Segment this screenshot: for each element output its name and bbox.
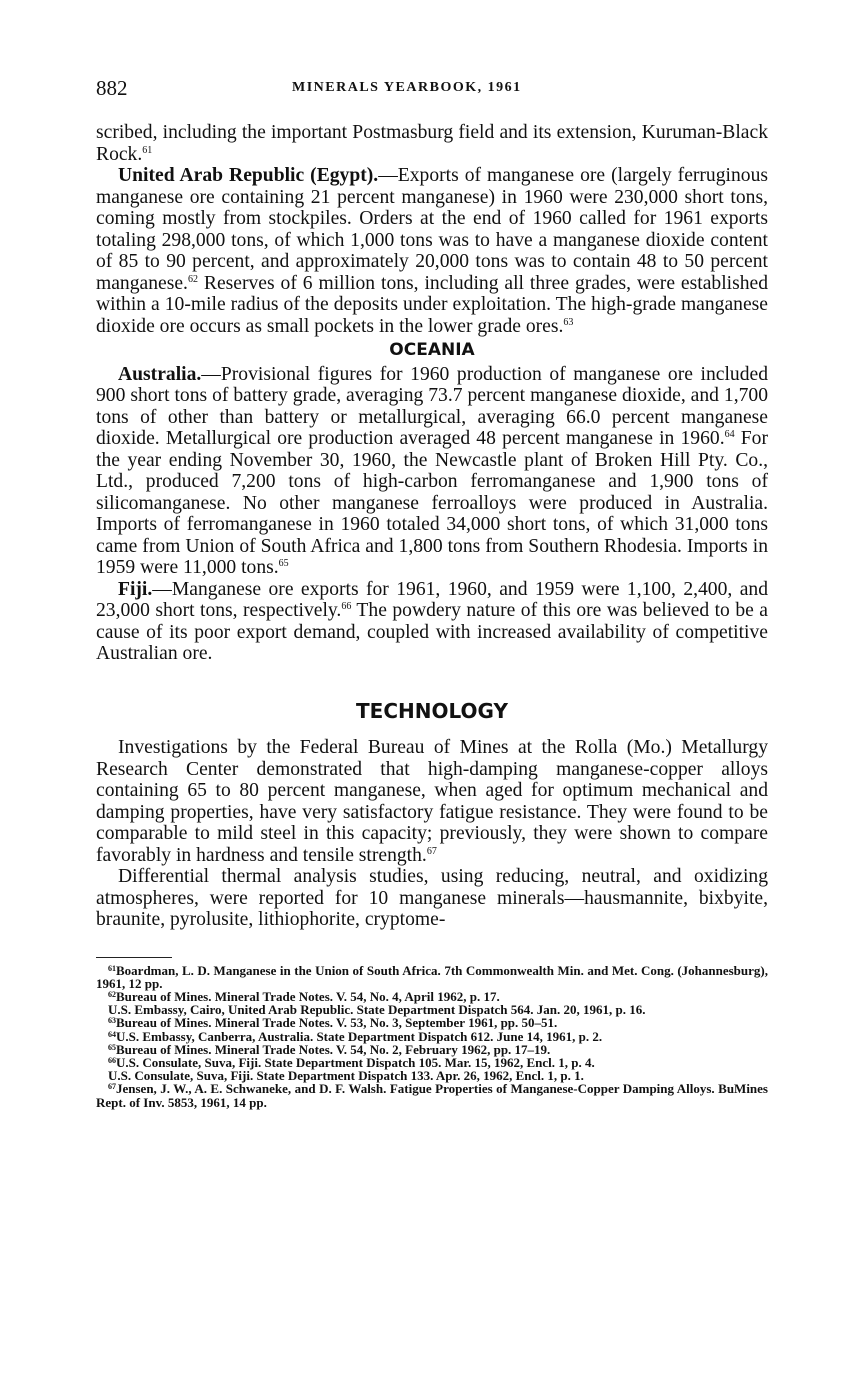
footnote-mark: 67 [108, 1082, 116, 1092]
footnote-text: Boardman, L. D. Manganese in the Union of South Africa. 7th Commonwealth Min. and Met. Cong. (Johannesburg), 1961, 12 pp. [96, 962, 768, 991]
footnote-mark: 63 [108, 1016, 116, 1026]
footnote-mark: 61 [108, 963, 116, 973]
paragraph-text: For the year ending November 30, 1960, the Newcastle plant of Broken Hill Pty. Co., Ltd., produced 7,200 tons of high-carbon ferromanganese and 1,900 tons of silicomanganese. No other manganese ferroalloys were produced in Australia. Imports of ferromanganese in 1960 totaled 34,000 short tons, of which 31,000 tons came from Union of South Africa and 1,800 tons from Southern Rhodesia. Imports in 1959 were 11,000 tons. [96, 428, 768, 578]
paragraph-text: scribed, including the important Postmasburg field and its extension, Kuruman-Black Rock. [96, 122, 768, 165]
footnote [96, 964, 768, 990]
paragraph-text: Differential thermal analysis studies, using reducing, neutral, and oxidizing atmospheres, were reported for 10 manganese minerals—hausmannite, bixbyite, braunite, pyrolusite, lithiophorite, cryptome- [96, 866, 768, 930]
run-in-heading: Australia. [118, 363, 202, 385]
paragraph-text: —Provisional figures for 1960 production of manganese ore included 900 short tons of battery grade, averaging 73.7 percent manganese dioxide, and 1,700 tons of other than battery or metallurgical, averaging 66.0 percent manganese dioxide. Metallurgical ore production averaged 48 percent manganese in 1960. [96, 363, 768, 449]
footnote-divider [96, 957, 172, 958]
page-header [96, 76, 768, 102]
paragraph-fiji [96, 579, 768, 665]
body-text [96, 122, 768, 931]
footnote-ref: 62 [187, 273, 198, 285]
footnote-text: U.S. Consulate, Suva, Fiji. State Department Dispatch 133. Apr. 26, 1962, Encl. 1, p. 1. [108, 1068, 584, 1084]
footnote-text: Bureau of Mines. Mineral Trade Notes. V. 53, No. 3, September 1961, pp. 50–51. [116, 1015, 558, 1031]
paragraph-text: Reserves of 6 million tons, including all three grades, were established within a 10-mile radius of the deposits under exploitation. The high-grade manganese dioxide ore occurs as small pockets in the lower grade ores. [96, 272, 768, 337]
paragraph-continuation [96, 122, 768, 165]
paragraph-australia [96, 364, 768, 579]
footnotes [96, 964, 768, 1109]
footnote-text: Bureau of Mines. Mineral Trade Notes. V. 54, No. 4, April 1962, p. 17. [116, 988, 500, 1004]
footnote-ref: 66 [341, 601, 352, 612]
paragraph-text: Investigations by the Federal Bureau of Mines at the Rolla (Mo.) Metallurgy Research Center demonstrated that high-damping manganese-copper alloys containing 65 to 80 percent manganese, when aged for optimum mechanical and damping properties, have very satisfactory fatigue resistance. They were found to be comparable to mild steel in this capacity; previously, they were shown to compare favorably in hardness and tensile strength. [96, 737, 768, 866]
footnote-ref: 67 [426, 845, 437, 857]
footnote-text: U.S. Embassy, Cairo, United Arab Republic. State Department Dispatch 564. Jan. 20, 1961, p. 16. [108, 1002, 646, 1018]
footnote-mark: 64 [108, 1029, 116, 1039]
footnote-ref: 65 [278, 558, 289, 569]
paragraph-technology-2 [96, 866, 768, 931]
footnote-mark: 66 [108, 1055, 116, 1065]
page [96, 76, 768, 1109]
footnote-text: Bureau of Mines. Mineral Trade Notes. V. 54, No. 2, February 1962, pp. 17–19. [116, 1041, 551, 1057]
run-in-heading: Fiji. [118, 578, 153, 600]
paragraph-technology-1 [96, 737, 768, 866]
paragraph-text: The powdery nature of this ore was believed to be a cause of its poor export demand, coupled with increased availability of competitive Australian ore. [96, 600, 768, 664]
page-number: 882 [96, 76, 128, 100]
paragraph-text: —Exports of manganese ore (largely ferruginous manganese ore containing 21 percent manganese) in 1960 were 230,000 short tons, coming mostly from stockpiles. Orders at the end of 1960 called for 1961 exports totaling 298,000 tons, of which 1,000 tons was to have a manganese dioxide content of 85 to 90 percent, and approximately 20,000 tons was to contain 48 to 50 percent manganese. [96, 165, 768, 294]
footnote-ref: 61 [142, 144, 153, 156]
run-in-heading: United Arab Republic (Egypt). [118, 165, 379, 186]
footnote [96, 1082, 768, 1108]
paragraph-text: —Manganese ore exports for 1961, 1960, and 1959 were 1,100, 2,400, and 23,000 short tons, respectively. [96, 578, 768, 621]
section-heading-technology: TECHNOLOGY [356, 698, 508, 723]
paragraph-uar [96, 165, 768, 337]
footnote-text: U.S. Embassy, Canberra, Australia. State Department Dispatch 612. June 14, 1961, p. 2. [116, 1028, 603, 1044]
footnote-ref: 64 [724, 429, 735, 440]
footnote-ref: 63 [563, 316, 574, 328]
section-heading-oceania: OCEANIA [389, 340, 475, 360]
footnote-text: U.S. Consulate, Suva, Fiji. State Department Dispatch 105. Mar. 15, 1962, Encl. 1, p. 4. [116, 1054, 595, 1070]
footnote-mark: 65 [108, 1042, 116, 1052]
footnote-mark: 62 [108, 989, 116, 999]
running-title: MINERALS YEARBOOK, 1961 [292, 80, 522, 95]
footnote-text: Jensen, J. W., A. E. Schwaneke, and D. F. Walsh. Fatigue Properties of Manganese-Copper Damping Alloys. BuMines Rept. of Inv. 5853, 1961, 14 pp. [96, 1081, 768, 1110]
